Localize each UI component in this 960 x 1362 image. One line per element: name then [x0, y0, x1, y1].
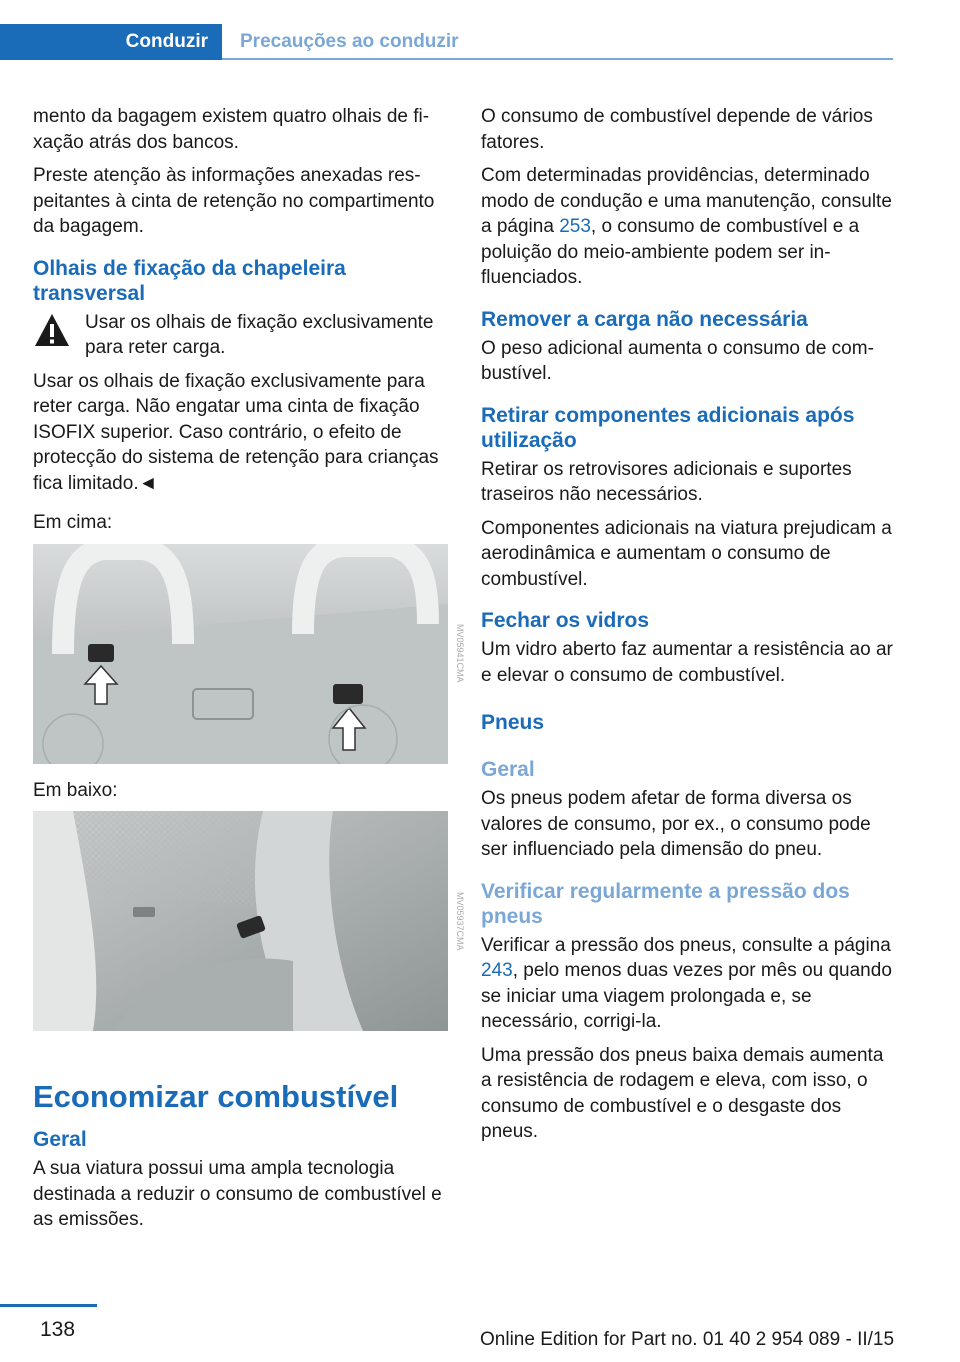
paragraph [481, 163, 897, 291]
text-run: Com determinadas providências, determinado modo de condução e uma manutenção, consulte a página [481, 165, 892, 237]
photo-eyelets-top [33, 544, 465, 764]
paragraph: O consumo de combustível depende de vários fatores. [481, 106, 873, 153]
footer-rule [0, 1304, 97, 1307]
text-run: Verificar a pressão dos pneus, consulte a página [481, 934, 891, 956]
edition-note: Online Edition for Part no. 01 40 2 954 089 - II/15 [480, 1329, 895, 1350]
section-heading-olhais: Olhais de fixação da chapeleira transversal [33, 256, 346, 305]
chapter-heading-economizar: Economizar combustível [33, 1079, 399, 1114]
text-run: , pelo menos duas vezes por mês ou quando se iniciar uma viagem prolongada e, se necessário, corrigi-la. [481, 960, 892, 1032]
left-column [33, 104, 465, 1241]
photo-code: MV05941CMA [455, 624, 465, 683]
tab-conduzir[interactable] [0, 24, 222, 60]
figure-label-top: Em cima: [33, 512, 113, 533]
paragraph: A sua viatura possui uma ampla tecnologia destinada a reduzir o consumo de combustível e as emissões. [33, 1158, 442, 1230]
page-link-243[interactable]: 243 [481, 960, 513, 981]
paragraph: Os pneus podem afetar de forma diversa os valores de consumo, por ex., o consumo pode ser influenciado pela dimensão do pneu. [481, 788, 871, 860]
paragraph: Componentes adicionais na viatura prejudicam a aerodinâmica e aumentam o consumo de combustível. [481, 517, 892, 590]
text-run: , o consumo de combustível e a poluição do meio-ambiente podem ser influenciados. [481, 216, 860, 288]
paragraph: Uma pressão dos pneus baixa demais aumenta a resistência de rodagem e eleva, com isso, o consumo de combustível e o desgaste dos pneus. [481, 1044, 884, 1142]
photo-eyelets-bottom [33, 811, 465, 1031]
tab-underline [222, 58, 893, 60]
paragraph: Usar os olhais de fixação exclusivamente para reter carga. Não engatar uma cinta de fixação ISOFIX superior. Caso contrário, o efeito de protecção do sistema de retenção para crianças fica limitado.◄ [33, 370, 439, 494]
paragraph: Um vidro aberto faz aumentar a resistência ao ar e elevar o consumo de combustível. [481, 639, 893, 686]
figure-label-bottom: Em baixo: [33, 779, 118, 801]
page-number: 138 [40, 1318, 76, 1341]
section-heading-retirar: Retirar componentes adicionais após utilização [481, 403, 855, 452]
subsection-heading-geral: Geral [481, 758, 535, 781]
page-link-253[interactable]: 253 [559, 216, 591, 237]
subsection-heading-verificar: Verificar regularmente a pressão dos pneus [481, 879, 850, 928]
right-column [481, 104, 897, 1153]
paragraph: Preste atenção às informações anexadas respeitantes à cinta de retenção no compartimento da bagagem. [33, 165, 435, 237]
paragraph: mento da bagagem existem quatro olhais de fixação atrás dos bancos. [33, 106, 430, 153]
photo-code: MV05937CMA [455, 891, 465, 951]
tab-precaucoes[interactable]: Precauções ao conduzir [240, 31, 459, 52]
warning-icon [33, 312, 71, 348]
section-heading-geral: Geral [33, 1128, 87, 1151]
section-heading-remover: Remover a carga não necessária [481, 307, 808, 331]
tab-conduzir-label: Conduzir [125, 31, 208, 52]
section-heading-pneus: Pneus [481, 711, 545, 734]
paragraph: O peso adicional aumenta o consumo de combustível. [481, 337, 874, 384]
paragraph: Retirar os retrovisores adicionais e suportes traseiros não necessários. [481, 458, 852, 505]
chapter-tab-bar [0, 24, 893, 60]
section-heading-fechar: Fechar os vidros [481, 609, 650, 632]
warning-text: Usar os olhais de fixação exclusivamente para reter carga. [85, 311, 434, 358]
warning-notice [33, 310, 448, 361]
paragraph [481, 933, 897, 1035]
